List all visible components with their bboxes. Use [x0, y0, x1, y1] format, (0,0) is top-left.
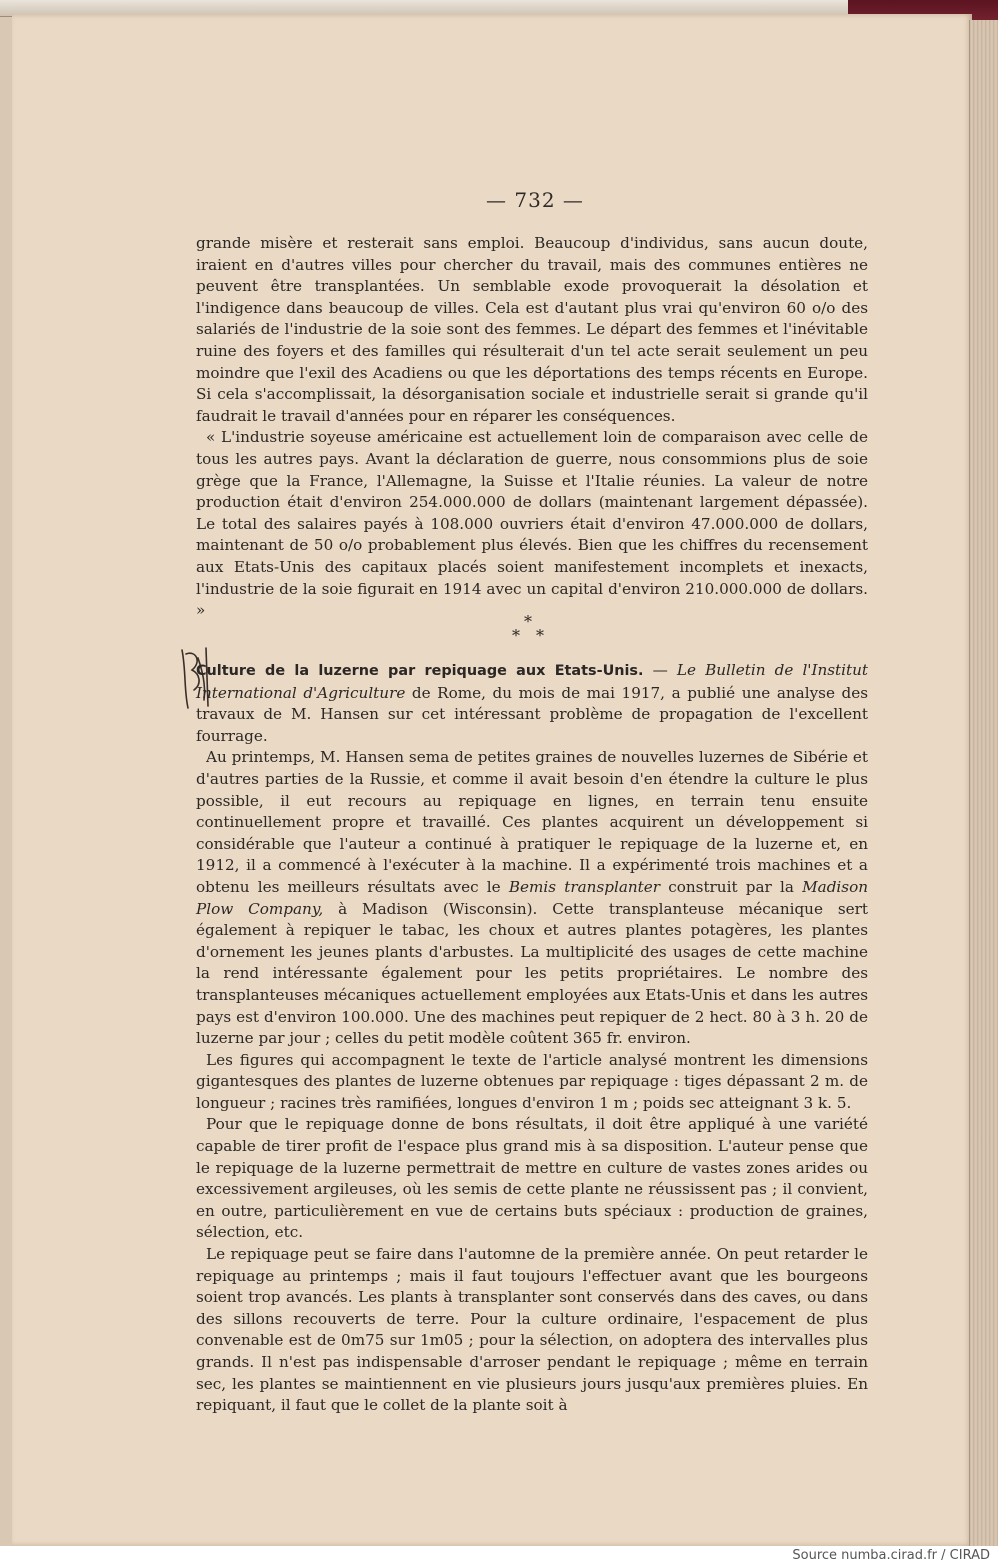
article-paragraph-results: Pour que le repiquage donne de bons résultats, il doit être appliqué à une variété capable de tirer profit de l'espace plus grand mis à sa disposition. L'auteur pense que le repiquage de la luzerne permettrait de mettre en culture de vastes zones arides ou excessivement argileuses, où les semis de cette plante ne réussissent pas ; il convient, en outre, particulièrement en vue de certains buts spéciaux : production de graines, sélection, etc. — [196, 1115, 868, 1242]
article-source: Le Bulletin de l'Institut International d'Agriculture — [196, 661, 868, 702]
page-number: — 732 — — [486, 188, 584, 212]
article-intro-rest: de Rome, du mois de mai 1917, a publié une analyse des travaux de M. Hansen sur cet intéressant problème de propagation de l'excellent fourrage. — [196, 683, 868, 745]
paragraph-silk-workers: grande misère et resterait sans emploi. Beaucoup d'individus, sans aucun doute, iraient en d'autres villes pour chercher du travail, mais des communes entières ne peuvent être transplantées. Un semblable exode provoquerait la désolation et l'indigence dans beaucoup de villes. Cela est d'autant plus vrai qu'environ 60 o/o des salariés de l'industrie de la soie sont des femmes. Le départ des femmes et l'inévitable ruine des foyers et des familles qui résulterait d'un tel acte serait seulement un peu moindre que l'exil des Acadiens ou que les déportations des temps récents en Europe. Si cela s'accomplissait, la désorganisation sociale et industrielle serait si grande qu'il faudrait le travail d'années pour en réparer les conséquences. — [196, 234, 868, 425]
p1-part-b: construit par la — [660, 877, 803, 896]
top-text-block — [196, 233, 868, 622]
separator-star-top: * — [524, 612, 532, 631]
article-paragraph-timing: Le repiquage peut se faire dans l'automne de la première année. On peut retarder le repiquage au printemps ; mais il faut toujours l'effectuer avant que les bourgeons soient trop avancés. Les plants à transplanter sont conservés dans des caves, ou dans des sillons recouverts de terre. Pour la culture ordinaire, l'espacement de plus convenable est de 0m75 sur 1m05 ; pour la sélection, on adoptera des intervalles plus grands. Il n'est pas indispensable d'arroser pendant le repiquage ; même en terrain sec, les plantes se maintiennent en vie plusieurs jours jusqu'aux premières pluies. En repiquant, il faut que le collet de la plante soit à — [196, 1245, 868, 1415]
p1-bemis-transplanter: Bemis transplanter — [508, 877, 661, 896]
paragraph-silk-industry: « L'industrie soyeuse américaine est actuellement loin de comparaison avec celle de tous les autres pays. Avant la déclaration de guerre, nous consommions plus de soie grège que la France, l'Allemagne, la Suisse et l'Italie réunies. La valeur de notre production était d'environ 254.000.000 de dollars (maintenant largement dépassée). Le total des salaires payés à 108.000 ouvriers était d'environ 47.000.000 de dollars, maintenant de 50 o/o probablement plus élevés. Bien que les chiffres du recensement aux Etats-Unis des capitaux placés soient manifestement incomplets et inexacts, l'industrie de la soie figurait en 1914 avec un capital d'environ 210.000.000 de dollars. » — [196, 428, 868, 620]
article-paragraph-figures: Les figures qui accompagnent le texte de l'article analysé montrent les dimensions gigantesques des plantes de luzerne obtenues par repiquage : tiges dépassant 2 m. de longueur ; racines très ramifiées, longues d'environ 1 m ; poids sec atteignant 3 k. 5. — [196, 1050, 868, 1112]
p1-madison-plow-company: Madison Plow Company, — [196, 877, 868, 918]
p1-part-c: à Madison (Wisconsin). Cette transplanteuse mécanique sert également à repiquer le tabac, les choux et autres plantes potagères, les plantes d'ornement les jeunes plants d'arbustes. La multiplicité des usages de cette machine la rend intéressante également pour les petits propriétaires. Le nombre des transplanteuses mécaniques actuellement employées aux Etats-Unis et dans les autres pays est d'environ 100.000. Une des machines peut repiquer de 2 hect. 80 à 3 h. 20 de luzerne par jour ; celles du petit modèle coûtent 365 fr. environ. — [196, 899, 868, 1048]
article-dash: — — [643, 661, 677, 679]
article-paragraph-hansen — [196, 747, 868, 1049]
article-text-block — [196, 660, 868, 1417]
p1-part-a: Au printemps, M. Hansen sema de petites graines de nouvelles luzernes de Sibérie et d'autres parties de la Russie, et comme il avait besoin d'en étendre la culture le plus possible, il eut recours au repiquage en lignes, en terrain tenu ensuite continuellement propre et travaillé. Ces plantes acquirent un développement si considérable que l'auteur a continué à pratiquer le repiquage de la luzerne et, en 1912, il a commencé à l'exécuter à la machine. Il a expérimenté trois machines et a obtenu les meilleurs résultats avec le — [196, 748, 868, 896]
article-heading: Culture de la luzerne par repiquage aux Etats-Unis. — [196, 663, 644, 679]
source-credit: Source numba.cirad.fr / CIRAD — [792, 1548, 990, 1563]
page-edges — [969, 20, 998, 1546]
separator-star-left: * — [512, 626, 520, 645]
article-intro — [196, 660, 868, 747]
separator-star-right: * — [536, 626, 544, 645]
section-separator — [500, 612, 560, 652]
